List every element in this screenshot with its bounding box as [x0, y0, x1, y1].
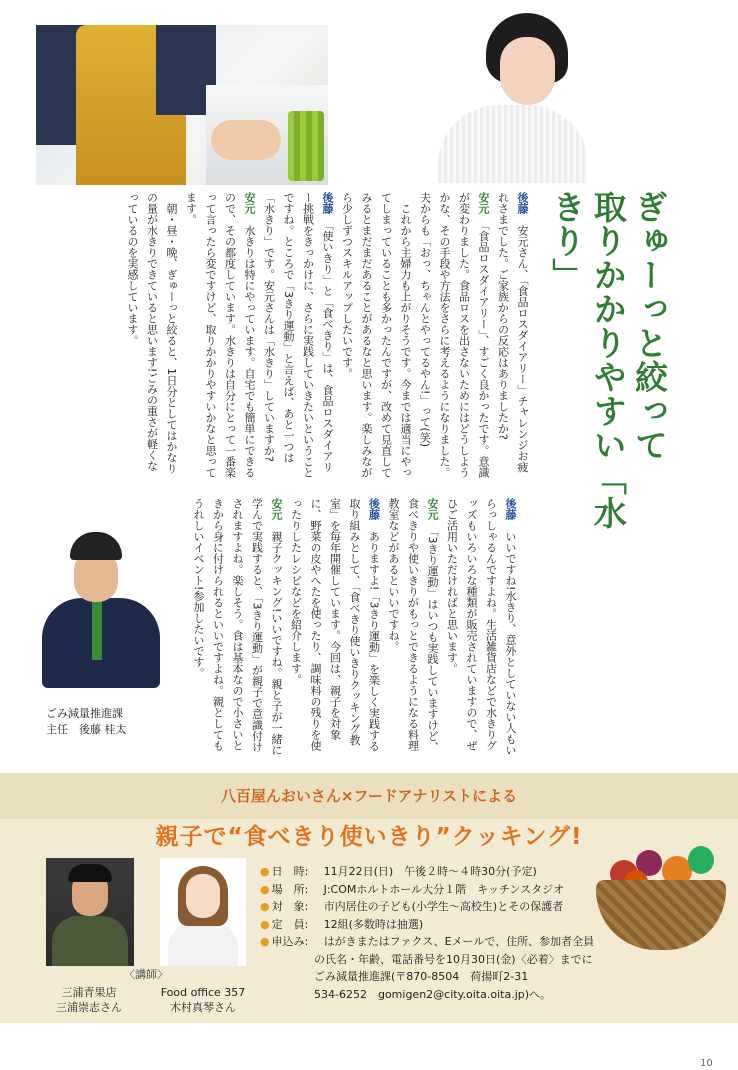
- detail-apply-cont: ごみ減量推進課(〒870-8504 荷揚町2-31: [314, 970, 529, 983]
- paragraph: これから主婦力も上がりそうです。今までは適当にやってしまっていることも多かったんですが、改めて見直してみるとまだまだあることがあるなと思います。楽しみながら少しずつスキルアップしたいです。: [340, 192, 412, 478]
- detail-apply-cont: の氏名・年齢、電話番号を10月30日(金)〈必着〉までに: [314, 952, 593, 966]
- detail-date: ● 日 時: 11月22日(日) 午後２時〜４時30分(予定): [260, 865, 537, 878]
- paragraph: 安元 水きりは特にやっています。自宅でも簡単にできるので、その都度しています。水きりは自分にとって一番楽って言ったら変ですけど、取りかかりやすいかなと思ってます。: [184, 192, 256, 478]
- kimura-photo: [160, 858, 246, 966]
- paragraph: 後藤 ありますよ!「3きり運動」を楽しく実践する取り組みとして、「食べきり使いきりクッキング教室」を毎年開催しています。今回は、親子を対象に、野菜の皮やへたを使ったり、調味料の残りを使ったりしたレシピなどを紹介します。: [289, 498, 381, 752]
- paragraph: 安元 「3きり運動」はいつも実践していますけど、食べきりや使いきりがもっとできるようになる料理教室などがあるといいですね。: [387, 498, 439, 753]
- detail-place: ● 場 所: J:COMホルトホール大分１階 キッチンスタジオ: [260, 882, 565, 896]
- photo-caption: [46, 706, 127, 738]
- caption-dept: ごみ減量推進課: [46, 707, 123, 720]
- paragraph: 朝・昼・晩、ぎゅーっと絞ると、1日分としてはかなりの量が水きりできていると思います!ごみの重さが軽くなっているのを実感しています。: [126, 192, 178, 474]
- yasumoto-photo: [428, 5, 593, 183]
- paragraph: 安元 「食品ロスダイアリー」、すごく良かったです。意識が変わりました。食品ロスを出さないためにはどうしようかな、その手段や方法をさらに考えるようになりました。夫からも「おっ、ちゃんとやってるやん!」って(笑): [418, 192, 490, 478]
- article-title: [546, 190, 670, 550]
- detail-apply-contact[interactable]: 534-6252 gomigen2@city.oita.oita.jp)へ。: [314, 987, 552, 1001]
- detail-apply: ● 申込み: はがきまたはファクス、Eメールで、住所、参加者全員: [260, 935, 595, 948]
- detail-capacity: ● 定 員: 12組(多数時は抽選): [260, 917, 424, 931]
- detail-target: ● 対 象: 市内居住の子ども(小学生〜高校生)とその保護者: [260, 900, 564, 913]
- vegetable-basket-image: [590, 840, 736, 952]
- miura-photo: [46, 858, 134, 966]
- title-line-1: ぎゅーっと絞って: [630, 190, 669, 462]
- page-number: 10: [700, 1058, 713, 1069]
- goto-photo: [38, 530, 166, 695]
- paragraph: 後藤 いいですね!水きり、意外としていない人もいらっしゃるんですよね。生活雑貨店などで水きりグッズもいろいろな種類が販売されていますので、ぜひご活用いただければと思います。: [445, 498, 517, 756]
- event-details: [260, 863, 620, 1003]
- lecturer-heading: 〈講師〉: [124, 968, 168, 981]
- lecturer-miura: 三浦青果店 三浦崇志さん: [56, 986, 122, 1014]
- lecturer-kimura: Food office 357 木村真琴さん: [160, 986, 246, 1014]
- paragraph: 安元 親子クッキング!いいですね。親と子が一緒に学んで実践すると、「3きり運動」が親子で意識付けされますよね。楽しそう。食は基本なので小さいときから身に付けられるといいですよね。親としてもうれしいイベント!参加したいです。: [192, 498, 283, 756]
- title-line-2: 取りかかりやすい「水きり」: [547, 190, 628, 530]
- column-1: [27, 192, 532, 482]
- event-title: 親子で“食べきり使いきり”クッキング!: [155, 824, 583, 850]
- event-subtitle: 八百屋んおいさん×フードアナリストによる: [220, 787, 518, 805]
- caption-name: 主任 後藤 桂太: [46, 723, 127, 736]
- hand-washing-photo: [36, 25, 328, 185]
- column-2: [192, 498, 520, 760]
- paragraph: 後藤 「使いきり」と「食べきり」は、食品ロスダイアリー挑戦をきっかけに、さらに実践していきたいということですね。ところで「3きり運動」と言えば、あと一つは「水きり」です。安元さんは「水きり」していますか?: [262, 192, 334, 478]
- paragraph: 後藤 安元さん、「食品ロスダイアリー」チャレンジお疲れさまでした。ご家族からの反応はありましたか?: [496, 192, 529, 473]
